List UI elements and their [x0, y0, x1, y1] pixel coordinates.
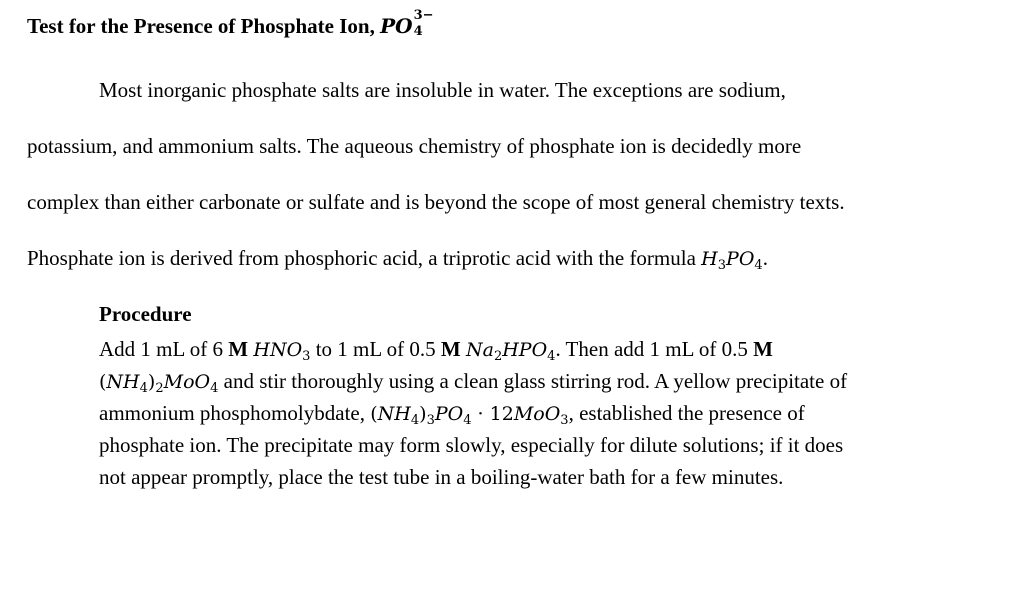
procedure-line-1: Add 1 mL of 6 M $HNO_3$ to 1 mL of 0.5 M $Na_2HPO_4$. Then add 1 mL of 0.5 M [99, 337, 773, 364]
formula-subscript: 4 [413, 24, 423, 39]
formula-base: PO [380, 14, 413, 38]
intro-line-1: Most inorganic phosphate salts are insoluble in water. The exceptions are sodium, [99, 78, 786, 102]
document-title [27, 8, 435, 39]
intro-line-4: Phosphate ion is derived from phosphoric acid, a triprotic acid with the formula $H_3PO_4$. [27, 246, 768, 273]
sodium-phosphate-formula: $Na_2HPO_4$ [465, 339, 556, 364]
molar-unit: M [753, 337, 773, 361]
procedure-heading: Procedure [99, 302, 192, 326]
intro-line-4-text: Phosphate ion is derived from phosphoric acid, a triprotic acid with the formula [27, 246, 702, 270]
intro-line-3: complex than either carbonate or sulfate and is beyond the scope of most general chemistry texts. [27, 190, 845, 214]
procedure-line-2: $(NH_4)_2MoO_4$ and stir thoroughly using a clean glass stirring rod. A yellow precipitate of [99, 369, 848, 396]
title-text: Test for the Presence of Phosphate Ion, [27, 14, 381, 38]
intro-line-2: potassium, and ammonium salts. The aqueous chemistry of phosphate ion is decidedly more [27, 134, 802, 158]
formula-charge [413, 8, 435, 39]
phosphoric-acid-formula: $H_3PO_4$ [701, 248, 763, 273]
procedure-line-3: ammonium phosphomolybdate, $(NH_4)_3PO_4 \cdot 12MoO_3$, established the presence of [99, 401, 805, 428]
molar-unit: M [440, 337, 461, 361]
ammonium-molybdate-formula: $(NH_4)_2MoO_4$ [99, 371, 219, 396]
formula-superscript: 3− [413, 8, 434, 23]
phosphate-formula [380, 8, 434, 39]
molar-unit: M [228, 337, 249, 361]
nitric-acid-formula: $HNO_3$ [253, 339, 311, 364]
procedure-line-4: phosphate ion. The precipitate may form slowly, especially for dilute solutions; if it does [99, 433, 844, 457]
ammonium-phosphomolybdate-formula: $(NH_4)_3PO_4 \cdot 12MoO_3$ [370, 403, 569, 428]
procedure-line-5: not appear promptly, place the test tube in a boiling-water bath for a few minutes. [99, 465, 784, 489]
